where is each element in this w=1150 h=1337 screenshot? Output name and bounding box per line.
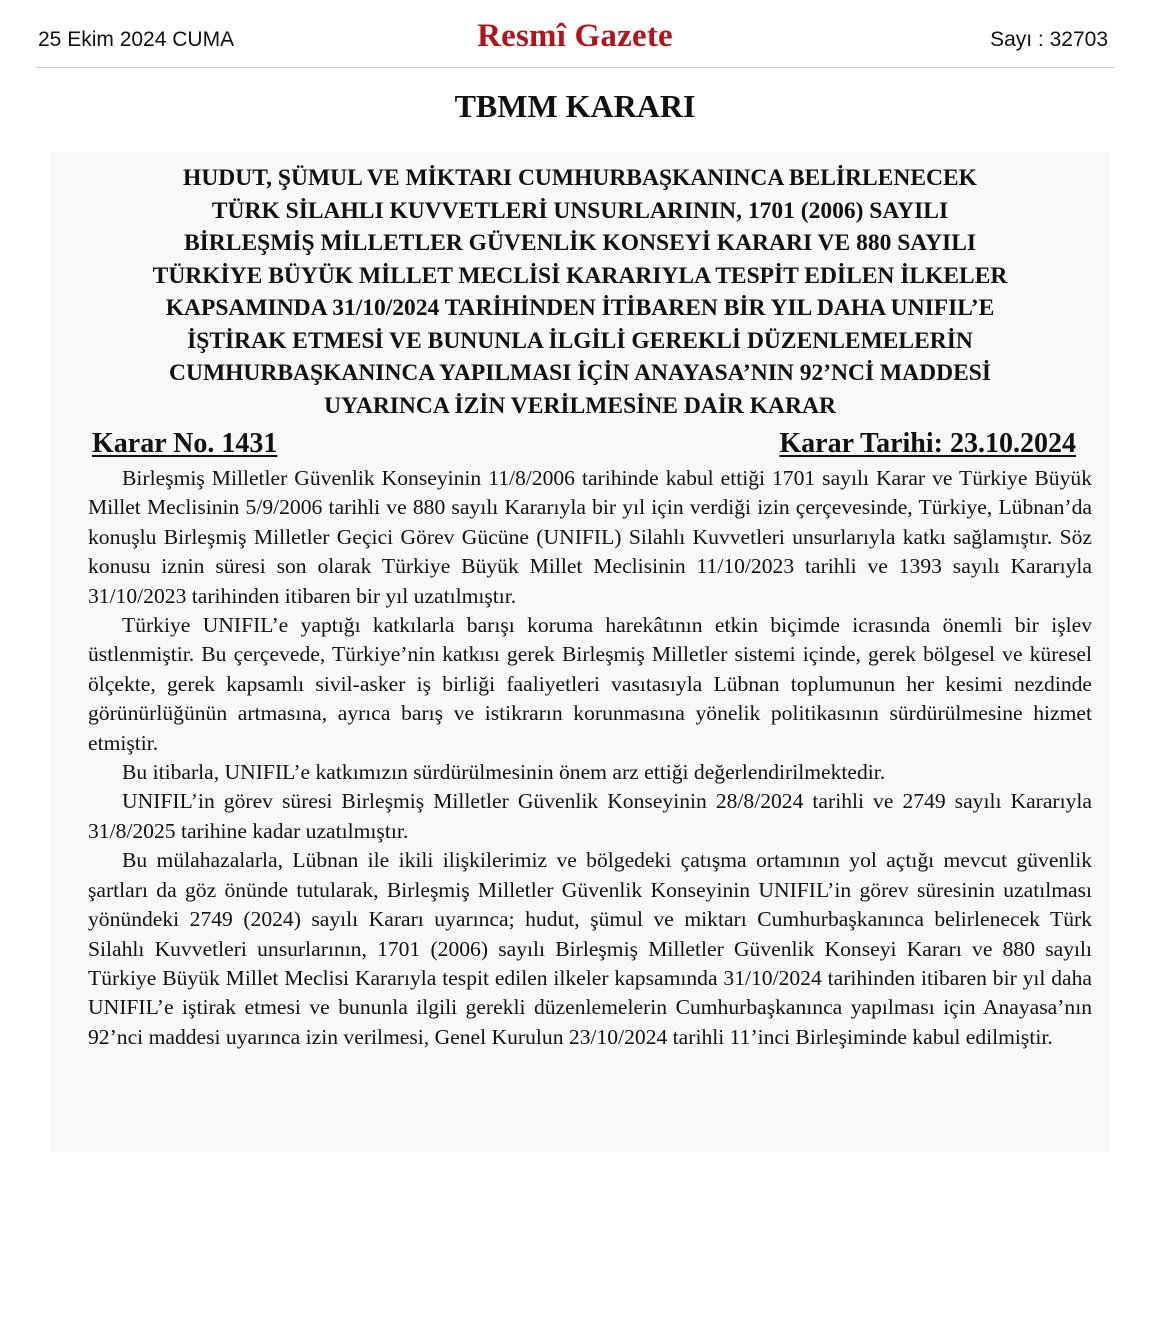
- gazette-title: Resmî Gazete: [477, 18, 673, 54]
- document-title: TBMM KARARI: [454, 88, 696, 124]
- body-paragraph: Bu mülahazalarla, Lübnan ile ikili ilişkilerimiz ve bölgedeki çatışma ortamının yol açtığı mevcut güvenlik şartları da göz önünde tutularak, Birleşmiş Milletler Güvenlik Konseyinin UNIFIL’in görev süresinin uzatılması yönündeki 2749 (2024) sayılı Kararı uyarınca; hudut, şümul ve miktarı Cumhurbaşkanınca belirlenecek Türk Silahlı Kuvvetleri unsurlarının, 1701 (2006) sayılı Birleşmiş Milletler Güvenlik Konseyi Kararı ve 880 sayılı Türkiye Büyük Millet Meclisi Kararıyla tespit edilen ilkeler kapsamında 31/10/2024 tarihinden itibaren bir yıl daha UNIFIL’e iştirak etmesi ve bununla ilgili gerekli düzenlemelerin Cumhurbaşkanınca yapılması için Anayasa’nın 92’nci maddesi uyarınca izin verilmesi, Genel Kurulun 23/10/2024 tarihli 11’inci Birleşiminde kabul edilmiştir.: [88, 848, 1092, 1049]
- decision-meta: [90, 428, 1078, 462]
- decision-number: Karar No. 1431: [92, 428, 278, 459]
- body-paragraph: Türkiye UNIFIL’e yaptığı katkılarla barışı koruma harekâtının etkin biçimde icrasında önemli bir işlev üstlenmiştir. Bu çerçevede, Türkiye’nin katkısı gerek Birleşmiş Milletler sistemi içinde, gerek bölgesel ve küresel ölçekte, gerek kapsamlı sivil-asker iş birliği faaliyetleri vasıtasıyla Lübnan toplumunun her kesimi nezdinde görünürlüğünün artmasına, ayrıca barış ve istikrarın korunmasına yönelik politikasının sürdürülmesine hizmet etmiştir.: [88, 613, 1092, 755]
- decision-title-line: TÜRK SİLAHLI KUVVETLERİ UNSURLARININ, 1701 (2006) SAYILI: [211, 197, 949, 224]
- decision-title-line: CUMHURBAŞKANINCA YAPILMASI İÇİN ANAYASA’NIN 92’NCİ MADDESİ: [169, 360, 991, 386]
- decision-title-line: UYARINCA İZİN VERİLMESİNE DAİR KARAR: [324, 392, 836, 419]
- body-paragraph: Birleşmiş Milletler Güvenlik Konseyinin 11/8/2006 tarihinde kabul ettiği 1701 sayılı Karar ve Türkiye Büyük Millet Meclisinin 5/9/2006 tarihli ve 880 sayılı Kararıyla bir yıl için verdiği izin çerçevesinde, Türkiye, Lübnan’da konuşlu Birleşmiş Milletler Geçici Görev Gücüne (UNIFIL) Silahlı Kuvvetleri unsurlarıyla katkı sağlamıştır. Söz konusu iznin süresi son olarak Türkiye Büyük Millet Meclisinin 11/10/2023 tarihli ve 1393 sayılı Kararıyla 31/10/2023 tarihinden itibaren bir yıl uzatılmıştır.: [88, 466, 1092, 608]
- header-divider: [36, 67, 1114, 68]
- issue-number: Sayı : 32703: [990, 28, 1108, 51]
- decision-title-line: BİRLEŞMİŞ MİLLETLER GÜVENLİK KONSEYİ KARARI VE 880 SAYILI: [183, 230, 977, 256]
- publication-date: 25 Ekim 2024 CUMA: [38, 28, 235, 51]
- decision-title-line: İŞTİRAK ETMESİ VE BUNUNLA İLGİLİ GEREKLİ DÜZENLEMELERİN: [187, 327, 973, 354]
- decision-date: Karar Tarihi: 23.10.2024: [779, 428, 1076, 459]
- decision-body: [88, 464, 1092, 1052]
- body-paragraph: Bu itibarla, UNIFIL’e katkımızın sürdürülmesinin önem arz ettiği değerlendirilmektedir.: [122, 760, 886, 785]
- decision-title: [70, 162, 1090, 422]
- decision-title-line: KAPSAMINDA 31/10/2024 TARİHİNDEN İTİBAREN BİR YIL DAHA UNIFIL’E: [165, 295, 995, 321]
- body-paragraph: UNIFIL’in görev süresi Birleşmiş Milletler Güvenlik Konseyinin 28/8/2024 tarihli ve 2749 sayılı Kararıyla 31/8/2025 tarihine kadar uzatılmıştır.: [88, 789, 1092, 843]
- gazette-header: [0, 0, 1150, 70]
- decision-title-line: HUDUT, ŞÜMUL VE MİKTARI CUMHURBAŞKANINCA BELİRLENECEK: [183, 165, 977, 191]
- decision-title-line: TÜRKİYE BÜYÜK MİLLET MECLİSİ KARARIYLA TESPİT EDİLEN İLKELER: [152, 262, 1008, 289]
